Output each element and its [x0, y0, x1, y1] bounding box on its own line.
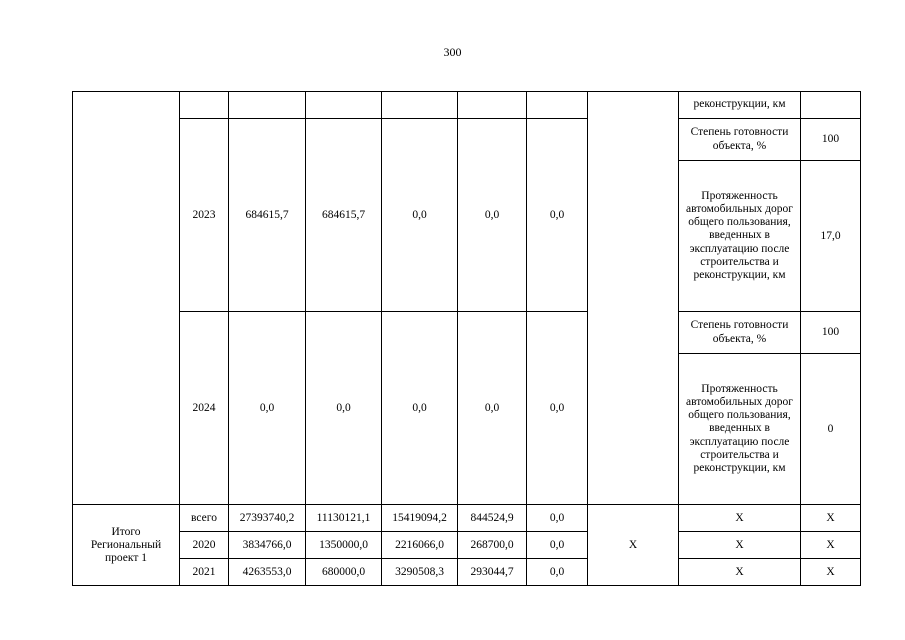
indicator-name: Степень готовности объекта, %	[679, 119, 801, 161]
indicator-name: Х	[679, 532, 801, 559]
indicator-name: Х	[679, 505, 801, 532]
indicator-value: Х	[801, 559, 861, 586]
indicator-name: Х	[679, 559, 801, 586]
value-cell: 0,0	[458, 119, 527, 312]
value-cell: 0,0	[229, 312, 306, 505]
value-cell: 0,0	[382, 119, 458, 312]
value-cell: 268700,0	[458, 532, 527, 559]
value-cell: 293044,7	[458, 559, 527, 586]
year-cell: 2021	[180, 559, 229, 586]
year-cell	[180, 92, 229, 119]
indicator-value: Х	[801, 505, 861, 532]
participant-cell-empty	[588, 92, 679, 505]
table-row	[73, 312, 861, 354]
indicator-value: 17,0	[801, 161, 861, 312]
value-cell: 0,0	[527, 312, 588, 505]
value-cell: 684615,7	[306, 119, 382, 312]
page-number: 300	[443, 45, 462, 59]
year-cell: 2023	[180, 119, 229, 312]
project-cell-empty	[73, 92, 180, 505]
value-cell	[229, 92, 306, 119]
value-cell: 3290508,3	[382, 559, 458, 586]
indicator-value: Х	[801, 532, 861, 559]
indicator-name: Протяженность автомобильных дорог общего пользования, введенных в эксплуатацию после строительства и реконструкции, км	[679, 354, 801, 505]
indicator-value	[801, 92, 861, 119]
value-cell: 684615,7	[229, 119, 306, 312]
value-cell: 27393740,2	[229, 505, 306, 532]
value-cell: 0,0	[527, 119, 588, 312]
value-cell: 844524,9	[458, 505, 527, 532]
indicator-name: Протяженность автомобильных дорог общего пользования, введенных в эксплуатацию после строительства и реконструкции, км	[679, 161, 801, 312]
year-cell: 2024	[180, 312, 229, 505]
year-cell: всего	[180, 505, 229, 532]
value-cell	[458, 92, 527, 119]
indicator-value: 0	[801, 354, 861, 505]
total-row	[73, 532, 861, 559]
value-cell: 0,0	[527, 559, 588, 586]
value-cell	[306, 92, 382, 119]
total-label: Итого Региональный проект 1	[73, 505, 180, 586]
total-row	[73, 559, 861, 586]
value-cell: 3834766,0	[229, 532, 306, 559]
value-cell: 0,0	[458, 312, 527, 505]
value-cell: 1350000,0	[306, 532, 382, 559]
value-cell: 680000,0	[306, 559, 382, 586]
value-cell: 0,0	[527, 505, 588, 532]
total-row	[73, 505, 861, 532]
indicator-name: Степень готовности объекта, %	[679, 312, 801, 354]
indicator-value: 100	[801, 312, 861, 354]
indicator-value: 100	[801, 119, 861, 161]
indicator-name: реконструкции, км	[679, 92, 801, 119]
value-cell: 0,0	[306, 312, 382, 505]
value-cell: 2216066,0	[382, 532, 458, 559]
value-cell: 11130121,1	[306, 505, 382, 532]
total-x-mark: Х	[588, 505, 679, 586]
value-cell: 4263553,0	[229, 559, 306, 586]
value-cell	[527, 92, 588, 119]
value-cell: 15419094,2	[382, 505, 458, 532]
value-cell: 0,0	[527, 532, 588, 559]
year-cell: 2020	[180, 532, 229, 559]
continuation-row	[73, 92, 861, 119]
value-cell: 0,0	[382, 312, 458, 505]
budget-table	[72, 91, 861, 586]
value-cell	[382, 92, 458, 119]
table-row	[73, 119, 861, 161]
